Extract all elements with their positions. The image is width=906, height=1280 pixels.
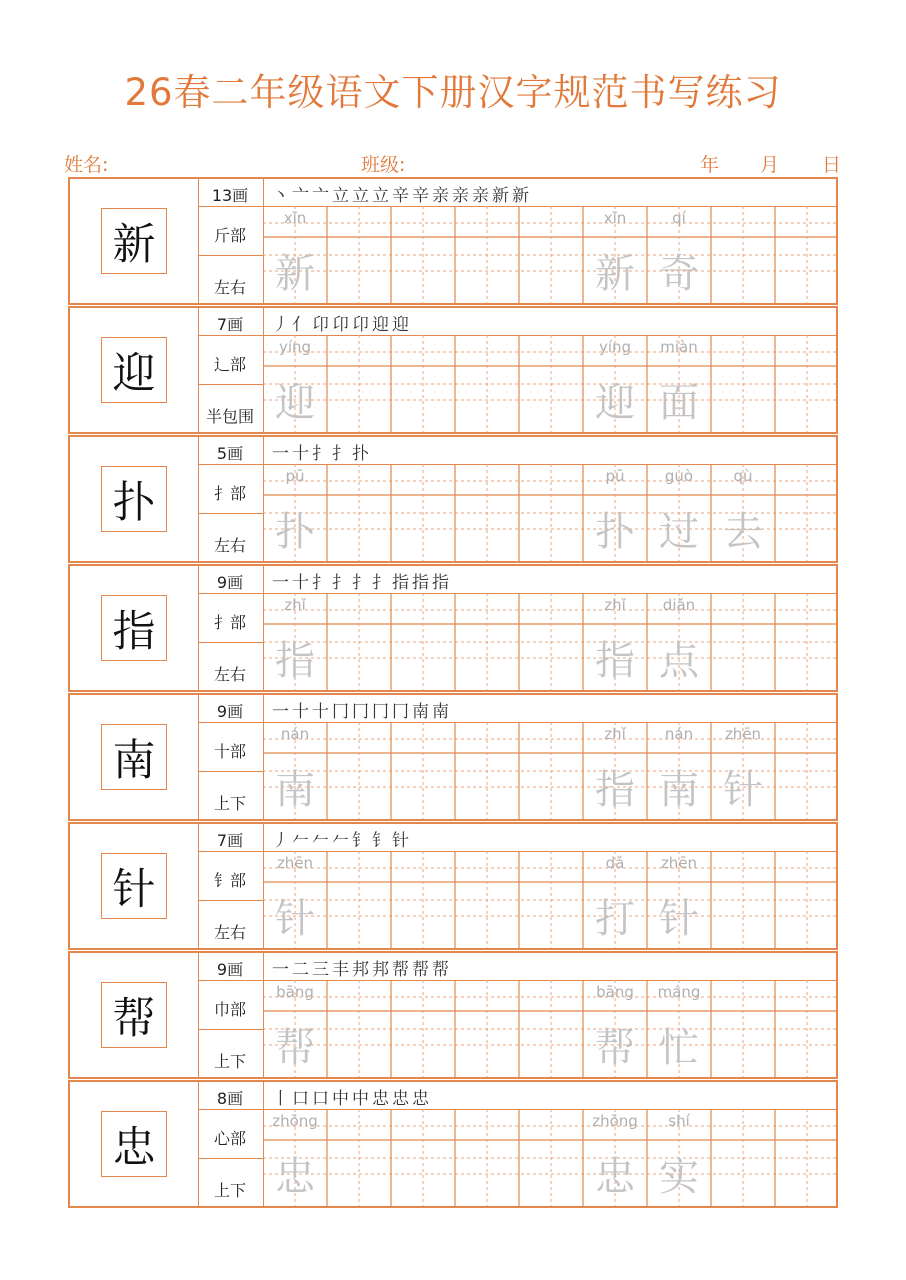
practice-cell[interactable] [391,1010,455,1078]
stroke-step: 丰 [332,960,349,980]
practice-cell[interactable]: 帮 [595,1024,635,1071]
stroke-step: 帮 [392,960,409,980]
stroke-count: 9画 [216,702,244,721]
practice-cell[interactable]: 针 [659,895,699,942]
practice-cell[interactable] [391,494,455,562]
stroke-step: 冂 [392,702,409,722]
practice-cell[interactable]: 忠 [595,1153,635,1200]
pinyin-cell: yíng [598,338,632,356]
model-char: 新 [112,219,156,270]
stroke-step: 𠂉 [312,831,329,851]
practice-cell[interactable]: 忙 [659,1024,699,1071]
stroke-step: 亲 [452,186,469,206]
stroke-step: 迎 [372,315,389,335]
practice-cell[interactable] [775,236,839,304]
practice-cell[interactable] [327,623,391,691]
pinyin-cell: bāng [596,983,634,1001]
practice-cell[interactable] [775,365,839,433]
radical-label: 十部 [213,742,246,761]
practice-cell[interactable] [711,365,775,433]
stroke-step: 冂 [332,702,349,722]
practice-cell[interactable]: 迎 [595,379,635,426]
practice-cell[interactable] [391,1139,455,1207]
stroke-step: 冂 [372,702,389,722]
practice-cell[interactable] [775,623,839,691]
practice-cell[interactable] [839,752,903,820]
stroke-step: 亲 [472,186,489,206]
stroke-step: 口 [292,1089,309,1109]
pinyin-cell: zhōng [592,1112,638,1130]
practice-cell[interactable] [327,1010,391,1078]
pinyin-cell: pū [285,467,305,485]
practice-cell[interactable]: 指 [595,766,635,813]
stroke-step: 亠 [312,186,329,206]
stroke-step: 指 [392,573,409,593]
stroke-step: 丶 [272,186,289,206]
char-block-7 [68,951,838,1079]
model-char: 南 [112,735,156,786]
practice-cell[interactable]: 点 [659,637,699,684]
structure-label: 半包围 [205,407,254,426]
practice-cell[interactable] [391,365,455,433]
pinyin-cell: shí [668,1112,690,1130]
model-char: 扑 [112,477,156,528]
pinyin-cell: zhēn [724,725,762,743]
stroke-step: 南 [412,702,429,722]
structure-label: 左右 [213,665,246,684]
page-title: 26春二年级语文下册汉字规范书写练习 [124,71,782,114]
stroke-count: 7画 [216,831,244,850]
practice-cell[interactable]: 南 [275,766,315,813]
structure-label: 上下 [213,1181,246,1200]
stroke-step: 𠂉 [332,831,349,851]
stroke-step: 立 [352,186,369,206]
practice-cell[interactable] [711,236,775,304]
practice-cell[interactable] [839,1139,903,1207]
practice-cell[interactable]: 帮 [275,1024,315,1071]
stroke-count: 5画 [216,444,244,463]
char-block-2 [68,306,838,434]
pinyin-cell: zhōng [272,1112,318,1130]
pinyin-cell: miàn [660,338,698,356]
pinyin-cell: zhēn [660,854,698,872]
stroke-step: 扌 [312,444,329,464]
practice-cell[interactable] [775,1010,839,1078]
model-char: 帮 [112,993,156,1044]
name-label: 姓名: [64,154,109,176]
practice-cell[interactable] [391,236,455,304]
practice-cell[interactable]: 过 [659,508,699,555]
practice-cell[interactable]: 针 [275,895,315,942]
stroke-step: 扌 [332,444,349,464]
pinyin-cell: bāng [276,983,314,1001]
practice-cell[interactable]: 新 [275,250,315,297]
stroke-count: 7画 [216,315,244,334]
day-label: 日 [822,154,842,176]
practice-cell[interactable] [519,1139,583,1207]
stroke-step: 三 [312,960,329,980]
pinyin-cell: pū [605,467,625,485]
practice-cell[interactable] [327,494,391,562]
stroke-step: 指 [412,573,429,593]
practice-cell[interactable] [775,752,839,820]
practice-cell[interactable] [775,1139,839,1207]
pinyin-cell: zhǐ [604,596,626,614]
model-char: 迎 [112,348,156,399]
stroke-step: 口 [312,1089,329,1109]
stroke-step: 卬 [332,315,349,335]
radical-label: 巾部 [213,1000,246,1019]
pinyin-cell: qí [672,209,686,227]
stroke-step: 针 [392,831,409,851]
practice-cell[interactable] [711,623,775,691]
practice-cell[interactable] [711,881,775,949]
stroke-step: 𠂉 [292,831,309,851]
structure-label: 上下 [213,1052,246,1071]
stroke-step: 忠 [392,1089,409,1109]
practice-cell[interactable] [455,494,519,562]
pinyin-cell: zhǐ [604,725,626,743]
model-char: 针 [112,864,156,915]
stroke-step: 扌 [372,573,389,593]
stroke-step: 二 [292,960,309,980]
model-char: 指 [112,606,156,657]
practice-cell[interactable]: 实 [659,1153,699,1200]
practice-cell[interactable] [519,365,583,433]
practice-cell[interactable] [839,881,903,949]
practice-cell[interactable] [839,236,903,304]
char-block-4 [68,564,838,692]
practice-cell[interactable] [711,1010,775,1078]
practice-cell[interactable] [327,1139,391,1207]
month-label: 月 [760,154,780,176]
stroke-step: 亻 [292,315,309,335]
practice-cell[interactable] [519,236,583,304]
pinyin-cell: xīn [603,209,627,227]
pinyin-cell: nán [664,725,694,743]
practice-cell[interactable] [839,623,903,691]
stroke-step: 一 [272,702,289,722]
stroke-step: 扌 [332,573,349,593]
pinyin-cell: nán [280,725,310,743]
radical-label: 辶部 [213,355,246,374]
practice-cell[interactable] [839,1010,903,1078]
radical-label: 扌部 [213,613,246,632]
practice-cell[interactable] [327,881,391,949]
char-block-8 [68,1080,838,1208]
stroke-step: 中 [352,1089,369,1109]
radical-label: 钅部 [213,871,246,890]
radical-label: 斤部 [213,226,246,245]
practice-cell[interactable] [519,752,583,820]
stroke-step: 亠 [292,186,309,206]
stroke-step: 邦 [352,960,369,980]
pinyin-cell: zhǐ [284,596,306,614]
stroke-step: 卬 [352,315,369,335]
char-block-1 [68,177,838,305]
stroke-step: 新 [512,186,529,206]
practice-cell[interactable] [775,881,839,949]
practice-cell[interactable] [455,623,519,691]
practice-cell[interactable]: 新 [595,250,635,297]
radical-label: 心部 [213,1129,246,1148]
stroke-step: 立 [332,186,349,206]
class-label: 班级: [361,154,406,176]
practice-cell[interactable] [775,494,839,562]
practice-cell[interactable] [455,752,519,820]
stroke-step: 十 [292,702,309,722]
stroke-step: 扌 [352,573,369,593]
year-label: 年 [700,154,720,176]
model-char: 忠 [112,1122,156,1173]
practice-cell[interactable] [455,1139,519,1207]
structure-label: 左右 [213,923,246,942]
practice-cell[interactable] [327,752,391,820]
practice-cell[interactable]: 打 [595,895,635,942]
practice-cell[interactable] [391,623,455,691]
practice-cell[interactable]: 面 [659,379,699,426]
stroke-step: 钅 [352,831,369,851]
stroke-step: 十 [292,573,309,593]
practice-cell[interactable]: 针 [723,766,763,813]
stroke-count: 8画 [216,1089,244,1108]
practice-cell[interactable] [327,365,391,433]
practice-cell[interactable]: 扑 [275,508,315,555]
practice-cell[interactable]: 指 [275,637,315,684]
stroke-step: 一 [272,573,289,593]
stroke-step: 十 [292,444,309,464]
stroke-step: 一 [272,444,289,464]
stroke-step: 忠 [412,1089,429,1109]
stroke-step: 丨 [272,1089,289,1109]
stroke-step: 钅 [372,831,389,851]
stroke-step: 帮 [432,960,449,980]
stroke-step: 迎 [392,315,409,335]
structure-label: 左右 [213,536,246,555]
practice-cell[interactable] [455,365,519,433]
stroke-step: 忠 [372,1089,389,1109]
char-block-6 [68,822,838,950]
practice-cell[interactable]: 指 [595,637,635,684]
practice-cell[interactable] [519,494,583,562]
stroke-count: 9画 [216,573,244,592]
pinyin-cell: dǎ [605,854,625,872]
pinyin-cell: yíng [278,338,312,356]
structure-label: 上下 [213,794,246,813]
practice-cell[interactable] [839,494,903,562]
practice-cell[interactable]: 忠 [275,1153,315,1200]
stroke-step: 扑 [352,444,369,464]
stroke-count: 13画 [211,186,249,205]
stroke-step: 亲 [432,186,449,206]
practice-cell[interactable] [519,881,583,949]
stroke-step: 十 [312,702,329,722]
stroke-count: 9画 [216,960,244,979]
practice-cell[interactable]: 去 [723,508,763,555]
practice-cell[interactable]: 奇 [659,250,699,297]
practice-cell[interactable] [711,1139,775,1207]
practice-cell[interactable]: 迎 [275,379,315,426]
pinyin-cell: qù [733,467,753,485]
practice-cell[interactable] [519,1010,583,1078]
practice-cell[interactable] [455,881,519,949]
stroke-step: 新 [492,186,509,206]
stroke-step: 扌 [312,573,329,593]
practice-cell[interactable] [519,623,583,691]
pinyin-cell: diǎn [662,596,696,614]
char-block-3 [68,435,838,563]
practice-cell[interactable] [839,365,903,433]
practice-cell[interactable] [455,1010,519,1078]
stroke-step: 帮 [412,960,429,980]
stroke-step: 中 [332,1089,349,1109]
stroke-step: 丿 [272,831,289,851]
practice-cell[interactable]: 南 [659,766,699,813]
stroke-step: 立 [372,186,389,206]
practice-cell[interactable]: 扑 [595,508,635,555]
stroke-step: 卬 [312,315,329,335]
stroke-step: 冂 [352,702,369,722]
pinyin-cell: xīn [283,209,307,227]
stroke-step: 辛 [392,186,409,206]
practice-cell[interactable] [391,752,455,820]
structure-label: 左右 [213,278,246,297]
practice-cell[interactable] [327,236,391,304]
stroke-step: 丿 [272,315,289,335]
stroke-step: 一 [272,960,289,980]
char-block-5 [68,693,838,821]
pinyin-cell: guò [664,467,694,485]
practice-cell[interactable] [455,236,519,304]
stroke-step: 指 [432,573,449,593]
stroke-step: 辛 [412,186,429,206]
stroke-step: 南 [432,702,449,722]
practice-cell[interactable] [391,881,455,949]
stroke-step: 邦 [372,960,389,980]
pinyin-cell: zhēn [276,854,314,872]
radical-label: 扌部 [213,484,246,503]
pinyin-cell: máng [657,983,701,1001]
